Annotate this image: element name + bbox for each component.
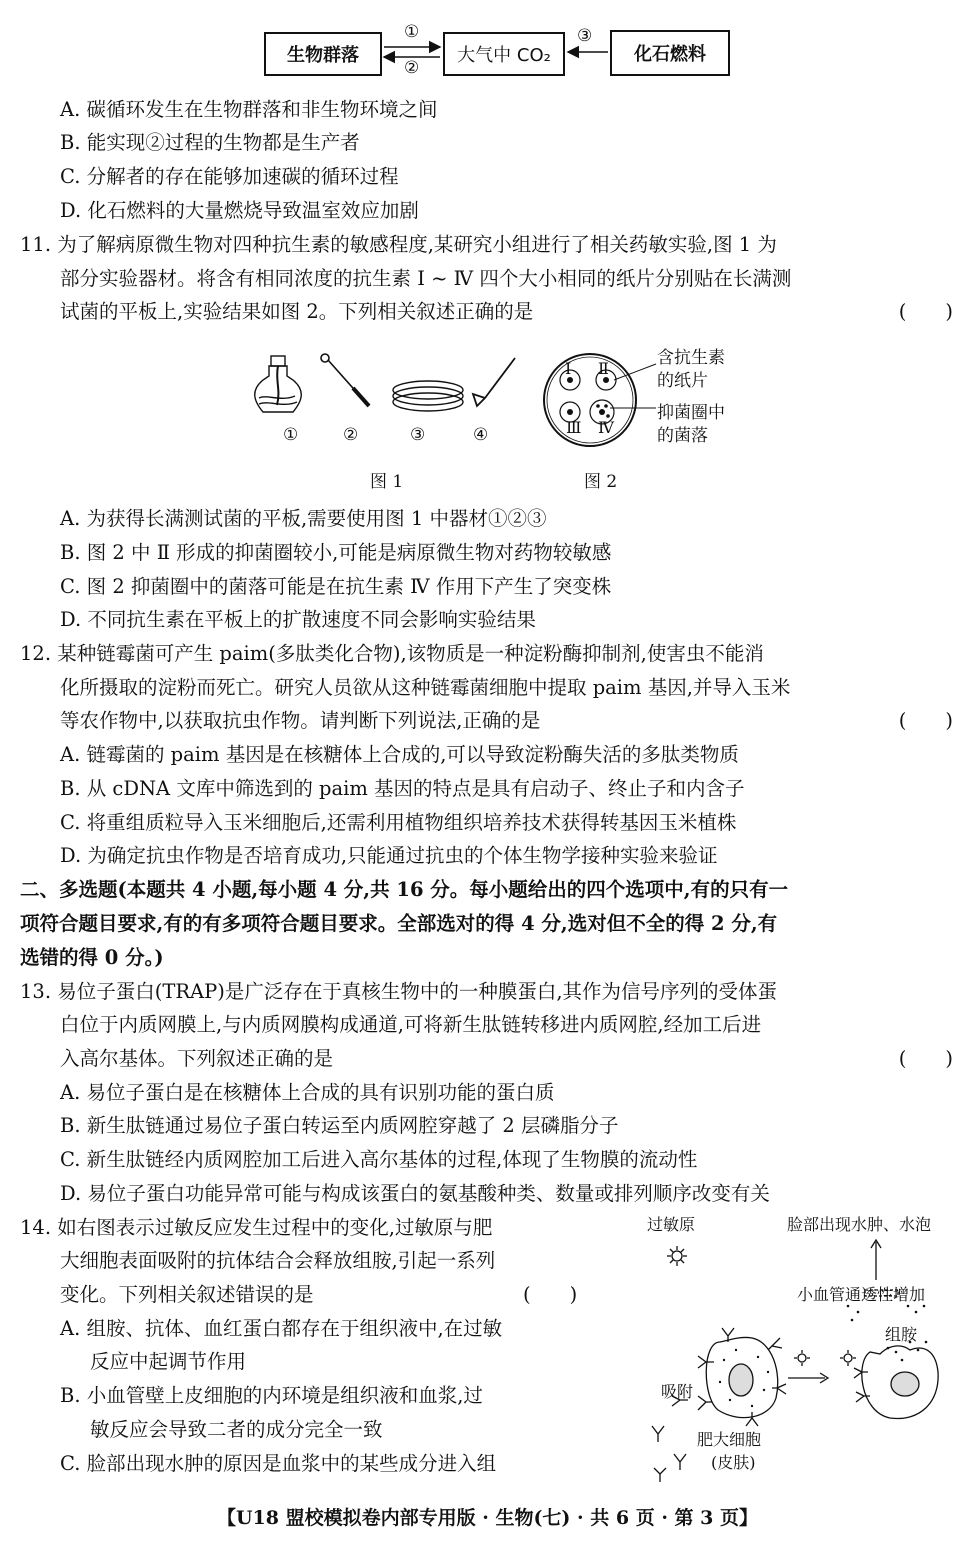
q13-option-b: B. 新生肽链通过易位子蛋白转运至内质网腔穿越了 2 层磷脂分子 [60,1114,619,1137]
q14-fig-adsorb-label: 吸附 [661,1382,694,1401]
q10-option-a: A. 碳循环发生在生物群落和非生物环境之间 [60,98,438,121]
box-biocommunity: 生物群落 [264,32,382,76]
petri-dish-icon [393,381,463,411]
fig1-label-4: ④ [473,425,489,445]
q11-option-d: D. 不同抗生素在平板上的扩散速度不同会影响实验结果 [60,608,536,631]
q14-stem-2: 大细胞表面吸附的抗体结合会释放组胺,引起一系列 [60,1249,496,1272]
q14-option-b-1: B. 小血管壁上皮细胞的内环境是组织液和血浆,过 [60,1384,483,1407]
fig1-caption: 图 1 [370,472,404,492]
q12-option-a: A. 链霉菌的 paim 基因是在核糖体上合成的,可以导致淀粉酶失活的多肽类物质 [60,743,739,766]
q13-option-a: A. 易位子蛋白是在核糖体上合成的具有识别功能的蛋白质 [60,1081,555,1104]
q13-stem-2: 白位于内质网膜上,与内质网膜构成通道,可将新生肽链转移进内质网腔,经加工后进 [60,1013,762,1036]
q14-fig-mast-cell-label: 肥大细胞 [697,1430,762,1449]
fig2-label-colony-1: 抑菌圈中 [657,403,725,423]
box-atmosphere-co2: 大气中 CO₂ [443,32,565,76]
fig2-roman-3: Ⅲ [566,418,582,437]
q13-stem-1: 13. 易位子蛋白(TRAP)是广泛存在于真核生物中的一种膜蛋白,其作为信号序列的受体蛋 [20,980,778,1003]
fig2-label-paper-2: 的纸片 [657,371,708,391]
q14-option-a-2: 反应中起调节作用 [90,1350,247,1373]
section2-heading-2: 项符合题目要求,有的有多项符合题目要求。全部选对的得 4 分,选对但不全的得 2 分,有 [20,912,778,935]
q10-option-b: B. 能实现②过程的生物都是生产者 [60,131,360,154]
fig1-label-3: ③ [410,425,426,445]
fig1-label-1: ① [283,425,299,445]
q14-option-b-2: 敏反应会导致二者的成分完全一致 [90,1418,383,1441]
q11-option-a: A. 为获得长满测试菌的平板,需要使用图 1 中器材①②③ [60,507,547,530]
q10-option-c: C. 分解者的存在能够加速碳的循环过程 [60,165,399,188]
q12-option-d: D. 为确定抗虫作物是否培育成功,只能通过抗虫的个体生物学接种实验来验证 [60,844,718,867]
q14-stem-3: 变化。下列相关叙述错误的是 [60,1283,314,1306]
section2-heading-3: 选错的得 0 分。) [20,946,164,969]
fig2-label-paper-1: 含抗生素 [657,348,725,368]
page-footer: 【U18 盟校模拟卷内部专用版 · 生物(七) · 共 6 页 · 第 3 页】 [216,1507,759,1529]
q14-option-a-1: A. 组胺、抗体、血红蛋白都存在于组织液中,在过敏 [60,1317,503,1340]
q14-fig-skin-label: (皮肤) [711,1453,756,1472]
q10-option-d: D. 化石燃料的大量燃烧导致温室效应加剧 [60,199,419,222]
q14-fig-histamine-label: 组胺 [885,1325,918,1344]
q13-option-c: C. 新生肽链经内质网腔加工后进入高尔基体的过程,体现了生物膜的流动性 [60,1148,698,1171]
q12-stem-2: 化所摄取的淀粉而死亡。研究人员欲从这种链霉菌细胞中提取 paim 基因,并导入玉米 [60,676,791,699]
fig2-caption: 图 2 [584,472,618,492]
q12-stem-3: 等农作物中,以获取抗虫作物。请判断下列说法,正确的是 [60,709,541,732]
q12-option-b: B. 从 cDNA 文库中筛选到的 paim 基因的特点是具有启动子、终止子和内含子 [60,777,745,800]
arrow-label-2: ② [404,58,420,78]
q14-fig-edema-label: 脸部出现水肿、水泡 [787,1215,932,1234]
inoculating-loop-icon [321,354,369,406]
q12-option-c: C. 将重组质粒导入玉米细胞后,还需利用植物组织培养技术获得转基因玉米植株 [60,811,737,834]
q14-stem-1: 14. 如右图表示过敏反应发生过程中的变化,过敏原与肥 [20,1216,493,1239]
q14-option-c-1: C. 脸部出现水肿的原因是血浆中的某些成分进入组 [60,1452,497,1475]
fig1-label-2: ② [343,425,359,445]
q13-answer-paren: ( ) [898,1047,953,1070]
q11-option-c: C. 图 2 抑菌圈中的菌落可能是在抗生素 Ⅳ 作用下产生了突变株 [60,575,612,598]
activated-mast-cell-icon [854,1346,938,1419]
q11-answer-paren: ( ) [898,300,953,323]
q13-stem-3: 入高尔基体。下列叙述正确的是 [60,1047,334,1070]
alcohol-lamp-icon [255,356,302,412]
q11-option-b: B. 图 2 中 Ⅱ 形成的抑菌圈较小,可能是病原微生物对药物较敏感 [60,541,612,564]
q11-stem-1: 11. 为了解病原微生物对四种抗生素的敏感程度,某研究小组进行了相关药敏实验,图 1 为 [20,233,777,256]
q13-option-d: D. 易位子蛋白功能异常可能与构成该蛋白的氨基酸种类、数量或排列顺序改变有关 [60,1182,770,1205]
section2-heading-1: 二、多选题(本题共 4 小题,每小题 4 分,共 16 分。每小题给出的四个选项中,有的只有一 [20,878,789,901]
q14-answer-paren: ( ) [523,1283,578,1306]
q12-stem-1: 12. 某种链霉菌可产生 paim(多肽类化合物),该物质是一种淀粉酶抑制剂,使害虫不能消 [20,642,764,665]
fig2-roman-4: Ⅳ [598,418,614,437]
q11-stem-3: 试菌的平板上,实验结果如图 2。下列相关叙述正确的是 [60,300,534,323]
fig2-roman-1: Ⅰ [565,359,572,378]
q11-stem-2: 部分实验器材。将含有相同浓度的抗生素 Ⅰ ~ Ⅳ 四个大小相同的纸片分别贴在长满测 [60,267,792,290]
fig2-label-colony-2: 的菌落 [657,426,708,446]
mast-cell-icon [698,1328,786,1426]
allergen-icon [667,1246,687,1266]
spreader-icon [473,358,515,406]
q14-allergy-figure [640,1212,960,1497]
fig2-roman-2: Ⅱ [598,359,609,378]
box-fossil-fuel: 化石燃料 [610,30,730,76]
q12-answer-paren: ( ) [898,709,953,732]
q11-figure-1 [245,350,525,420]
arrow-label-3: ③ [577,26,593,46]
q14-fig-allergen-label: 过敏原 [647,1215,696,1234]
q14-fig-permeability-label: 小血管通透性增加 [797,1285,926,1304]
arrow-label-1: ① [404,22,420,42]
